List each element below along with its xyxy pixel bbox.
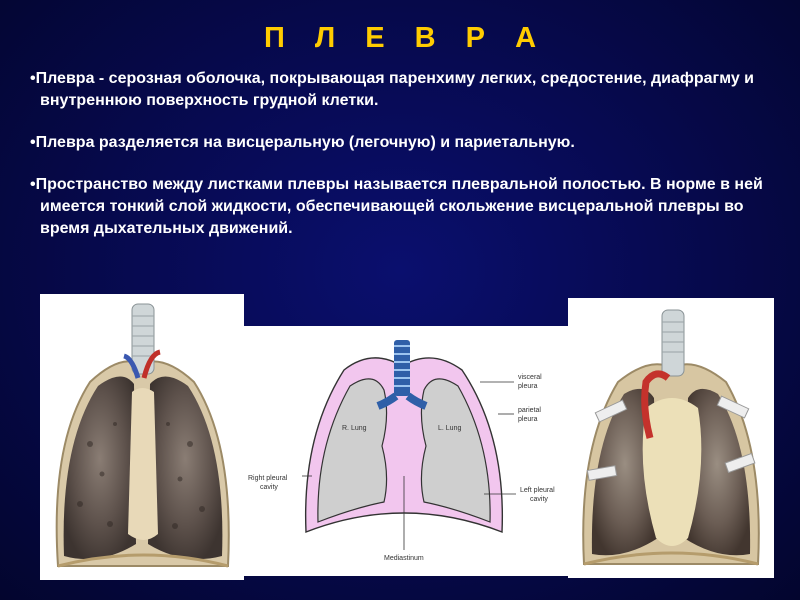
right-pleural-cavity-label-2: cavity xyxy=(260,484,278,491)
mediastinum-label: Mediastinum xyxy=(384,555,424,562)
l-lung-label: L. Lung xyxy=(438,425,462,432)
left-lung-shape xyxy=(421,379,490,522)
slide-title: П Л Е В Р А xyxy=(263,22,548,54)
left-pleural-cavity-label-1: Left pleural xyxy=(520,487,555,494)
visceral-pleura-label-1: visceral xyxy=(518,374,542,381)
bullet-list xyxy=(26,68,771,260)
visceral-pleura-label-2: pleura xyxy=(518,383,538,390)
r-lung-label: R. Lung xyxy=(342,425,367,432)
parietal-pleura-label-1: parietal xyxy=(518,407,541,414)
right-pleural-cavity-label-1: Right pleural xyxy=(248,475,288,482)
left-pleural-cavity-label-2: cavity xyxy=(530,496,548,503)
lungs-dissected-illustration xyxy=(568,298,774,578)
pleura-diagram-svg xyxy=(244,326,568,576)
pleura-schematic-diagram xyxy=(244,326,568,576)
lungs-illustration xyxy=(40,294,244,580)
bullet-division: •Плевра разделяется на висцеральную (легочную) и париетальную. xyxy=(30,134,575,151)
parietal-pleura-label-2: pleura xyxy=(518,416,538,423)
bullet-cavity: •Пространство между листками плевры называется плевральной полостью. В норме в ней имеется тонкий слой жидкости, обеспечивающей скольжение висцеральной плевры во время дыхательных движений. xyxy=(30,176,763,237)
lungs-anterior-image xyxy=(40,294,244,580)
lungs-dissected-image xyxy=(568,298,774,578)
bullet-definition: •Плевра - серозная оболочка, покрывающая паренхиму легких, средостение, диафрагму и внутреннюю поверхность грудной клетки. xyxy=(30,70,754,109)
